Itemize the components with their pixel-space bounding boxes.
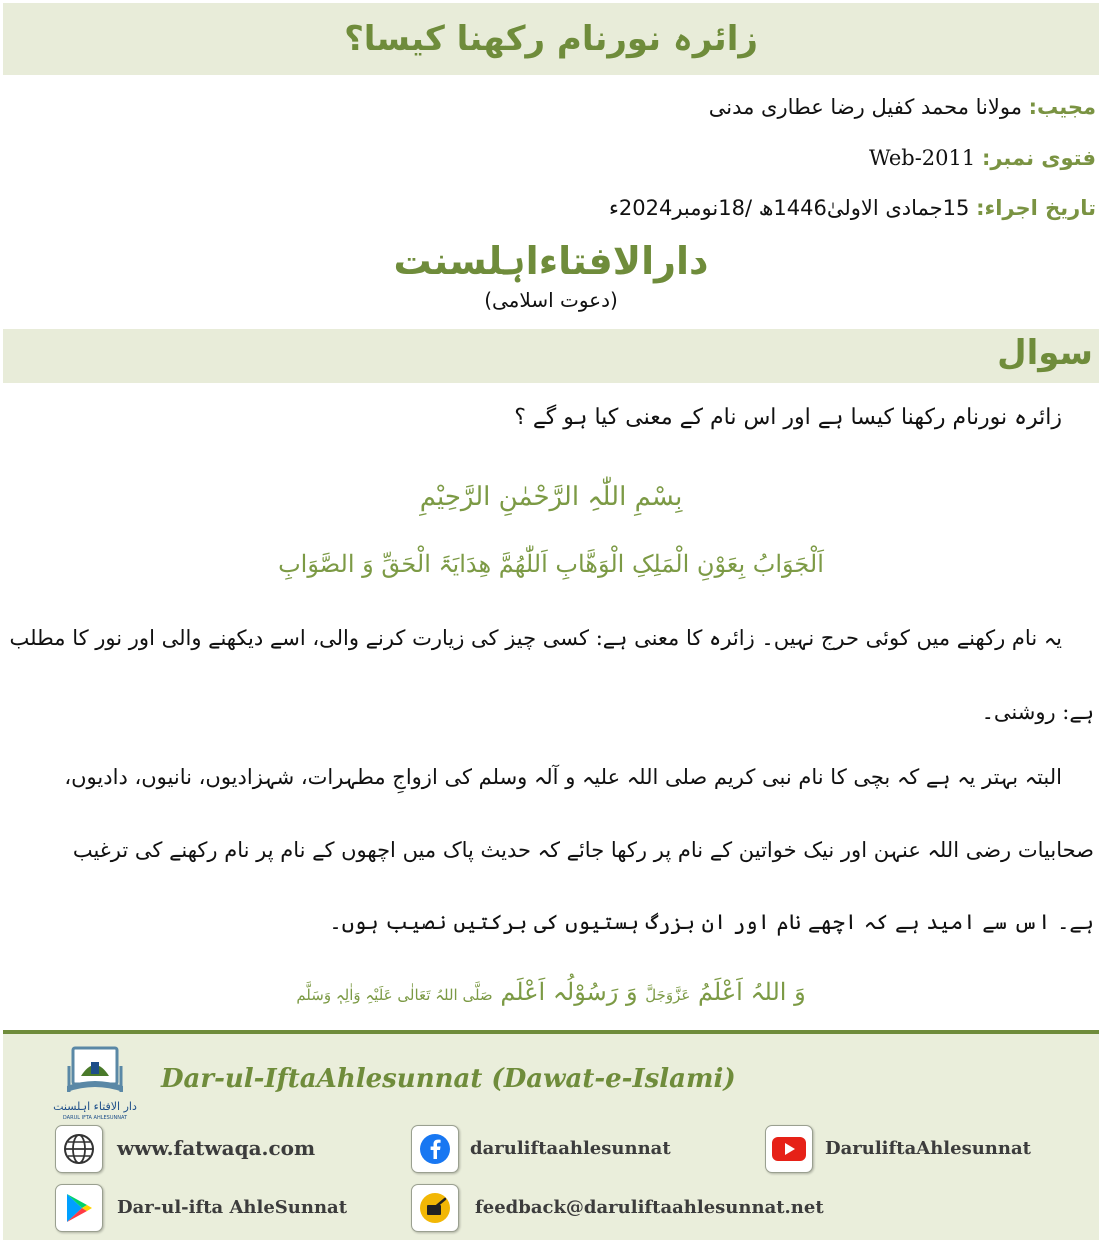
mujeeb-line xyxy=(709,95,1096,119)
fatwa-number-label: فتوی نمبر: xyxy=(981,146,1096,170)
question-heading: سوال xyxy=(997,333,1093,373)
footer-brand: Dar-ul-IftaAhlesunnat (Dawat-e-Islami) xyxy=(161,1064,736,1094)
question-text: زائرہ نورنام رکھنا کیسا ہے اور اس نام کے معنی کیا ہو گے ؟ xyxy=(514,405,1062,430)
answer-line: یہ نام رکھنے میں کوئی حرج نہیں۔ زائرہ کا معنی ہے: کسی چیز کی زیارت کرنے والی، اسے دیکھنے والی اور نور کا مطلب xyxy=(9,626,1062,650)
answer-line: ہے: روشنی۔ xyxy=(981,700,1094,724)
bismillah: بِسْمِ اللّٰہِ الرَّحْمٰنِ الرَّحِیْمِ xyxy=(419,482,683,512)
closing-main-2: وَ رَسُوْلُہ اَعْلَم xyxy=(500,978,638,1006)
closing-honorific-2: صَلَّی اللہُ تَعَالٰی عَلَیْہِ وَاٰلِہٖ وَسَلَّم xyxy=(296,986,493,1004)
page-title: زائرہ نورنام رکھنا کیسا؟ xyxy=(344,19,758,59)
globe-icon xyxy=(55,1125,103,1173)
title-band xyxy=(3,3,1099,75)
mujeeb-value: مولانا محمد کفیل رضا عطاری مدنی xyxy=(708,95,1022,119)
jawab-opening: اَلْجَوَابُ بِعَوْنِ الْمَلِکِ الْوَھَّابِ اَللّٰھُمَّ ھِدَایَۃَ الْحَقِّ وَ الصَّوَابِ xyxy=(278,550,824,578)
answer-line: ہے۔ اس سے امید ہے کہ اچھے نام اور ان بزرگ ہستیوں کی برکتیں نصیب ہوں۔ xyxy=(329,910,1094,934)
mujeeb-label: مجیب: xyxy=(1028,95,1096,119)
issue-date-label: تاریخ اجراء: xyxy=(976,196,1096,220)
youtube-icon xyxy=(765,1125,813,1173)
logo-caption: دار الافتاء اہلسنت xyxy=(53,1100,137,1113)
organization-heading xyxy=(0,236,1102,314)
facebook-link[interactable]: daruliftaahlesunnat xyxy=(470,1138,671,1159)
youtube-link[interactable]: DaruliftaAhlesunnat xyxy=(825,1138,1031,1159)
issue-date-value: 15جمادی الاولیٰ1446ھ /18نومبر2024ء xyxy=(609,196,970,220)
darulifta-logo xyxy=(47,1046,143,1126)
feedback-icon xyxy=(411,1184,459,1232)
answer-line: صحابیات رضی اللہ عنہن اور نیک خواتین کے نام پر رکھا جائے کہ حدیث پاک میں اچھوں کے نام پر نام رکھنے کی ترغیب xyxy=(72,838,1094,862)
footer xyxy=(3,1034,1099,1240)
answer-line: البتہ بہتر یہ ہے کہ بچی کا نام نبی کریم صلی اللہ علیہ و آلہ وسلم کی ازواجِ مطہرات، شہزادیوں، نانیوں، دادیوں، xyxy=(64,765,1062,789)
website-link[interactable]: www.fatwaqa.com xyxy=(117,1136,316,1160)
organization-name: دارالافتاءاہلسنت xyxy=(393,239,709,283)
question-band xyxy=(3,329,1099,383)
facebook-icon xyxy=(411,1125,459,1173)
organization-subtitle: (دعوت اسلامی) xyxy=(484,288,618,312)
logo-caption-en: DARUL IFTA AHLESUNNAT xyxy=(62,1115,128,1121)
closing-main: وَ اللہُ اَعْلَمُ xyxy=(697,978,806,1006)
closing-formula xyxy=(0,978,1102,1006)
closing-honorific-1: عَزَّوَجَلَّ xyxy=(645,986,691,1004)
feedback-email-link[interactable]: feedback@daruliftaahlesunnat.net xyxy=(475,1197,824,1218)
play-store-icon xyxy=(55,1184,103,1232)
play-store-link[interactable]: Dar-ul-ifta AhleSunnat xyxy=(117,1197,348,1218)
fatwa-number-value: Web-2011 xyxy=(868,146,976,170)
fatwa-number-line xyxy=(869,146,1096,170)
issue-date-line xyxy=(609,196,1096,220)
